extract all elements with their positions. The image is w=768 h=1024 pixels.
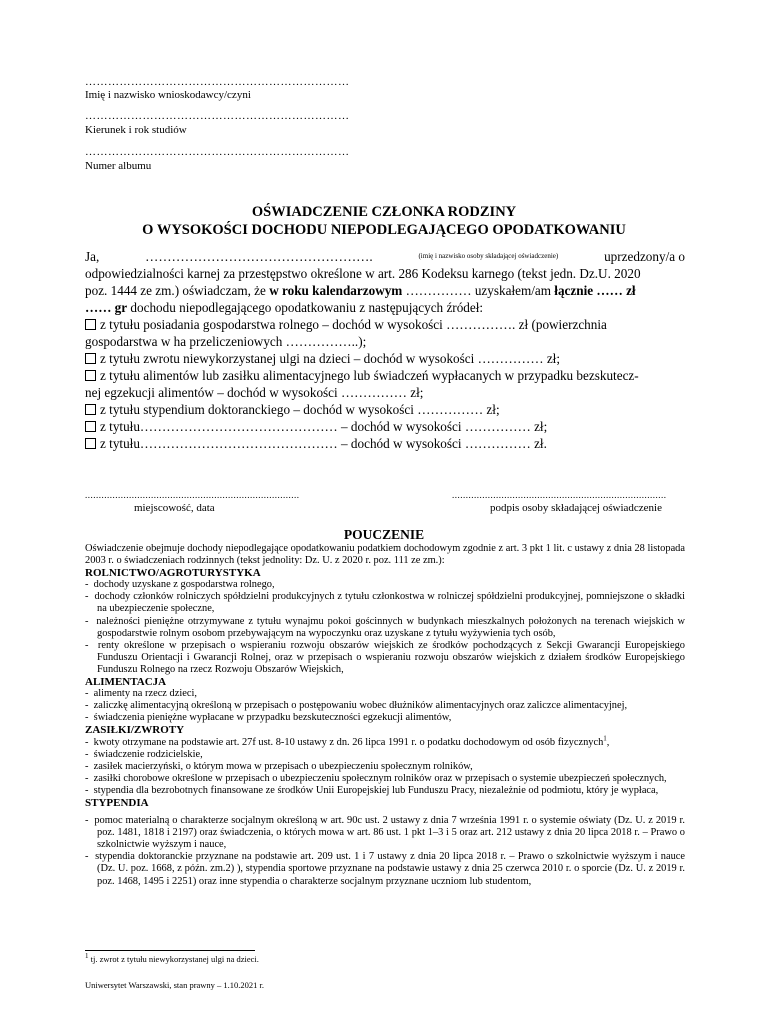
- income-item-text: z tytułu alimentów lub zasiłku alimentacyjnego lub świadczeń wypłacanych w przypadku bezskutecz-: [100, 368, 639, 383]
- statement-l3-text2: …………… uzyskałem/am: [402, 283, 555, 298]
- place-date-dots: ..............................................................................: [85, 490, 300, 500]
- document-title-line2: O WYSOKOŚCI DOCHODU NIEPODLEGAJĄCEGO OPODATKOWANIU: [142, 222, 626, 238]
- pouczenie-block: [85, 543, 685, 888]
- checkbox-alimony[interactable]: [85, 370, 96, 381]
- income-item-text: z tytułu stypendium doktoranckiego – dochód w wysokości …………… zł;: [100, 402, 500, 417]
- list-item-text: zasiłki chorobowe określone w przepisach o ubezpieczeniu społecznym rolników oraz w przepisach o systemie ubezpieczeń społecznych,: [93, 772, 667, 784]
- list-item: - zaliczkę alimentacyjną określoną w przepisach o postępowaniu wobec dłużników alimentacyjnych oraz zaliczce alimentacyjnej,: [85, 700, 628, 712]
- list-item-text: należności pieniężne otrzymywane z tytułu wynajmu pokoi gościnnych w budynkach mieszkalnych położonych na terenach wiejskich w gospodarstwie rolnym osobom przebywającym na wypoczynku oraz uzyskane z tytułu wyżywienia tych osób,: [96, 615, 686, 639]
- album-dots: ……………………………………………………………: [85, 146, 350, 158]
- name-dots: ……………………………………………………………: [85, 76, 350, 88]
- statement-name-dots: …………………………………………….: [145, 249, 373, 264]
- list-item-text: pomoc materialną o charakterze socjalnym określoną w art. 90c ust. 2 ustawy z dnia 7 września 1991 r. o systemie oświaty (Dz. U. z 2019 r. poz. 1481, 1818 i 2197) oraz świadczenia, o których mowa w art. 86 ust. 1 pkt 1–3 i 5 oraz art. 212 ustawy z dnia 20 lipca 2018 r. – Prawo o szkolnictwie wyższym i nauce,: [94, 815, 686, 851]
- list-item-text: stypendia doktoranckie przyznane na podstawie art. 209 ust. 1 i 7 ustawy z dnia 20 lipca 2018 r. – Prawo o szkolnictwie wyższym i nauce (Dz. U. poz. 1668, z późn. zm.2) ), stypendia sportowe przyznane na podstawie ustawy z dnia 25 czerwca 2010 r. o sporcie (Dz. U. z 2019 r. poz. 1468, 1495 i 2251) oraz inne stypendia o charakterze socjalnym przyznane uczniom lub studentom,: [95, 851, 686, 887]
- pouczenie-title: POUCZENIE: [343, 527, 425, 542]
- list-item-text: kwoty otrzymane na podstawie art. 27f ust. 8-10 ustawy z dn. 26 lipca 1991 r. o podatku dochodowym od osób fizycznych: [93, 736, 604, 748]
- list-item-text: alimenty na rzecz dzieci,: [93, 688, 197, 700]
- statement-block: [85, 248, 685, 452]
- list-item: - świadczenie rodzicielskie,: [85, 748, 203, 760]
- section-heading-scholarships: STYPENDIA: [85, 796, 149, 809]
- list-item: - alimenty na rzecz dzieci,: [85, 688, 197, 700]
- income-item-doctoral: [85, 401, 685, 418]
- footnote-mark: 1: [85, 952, 89, 961]
- income-item-alimony-cont: [85, 384, 685, 401]
- statement-l3-text: poz. 1444 ze zm.) oświadczam, że: [85, 283, 270, 298]
- income-item-text: z tytułu……………………………………… – dochód w wysokości …………… zł.: [100, 436, 547, 451]
- income-item-farm-cont: [85, 333, 685, 350]
- footnote-ref[interactable]: 1: [603, 734, 607, 743]
- income-item-text: gospodarstwa w ha przeliczeniowych ……………..);: [85, 334, 367, 349]
- statement-l4-text: dochodu niepodlegającego opodatkowaniu z następujących źródeł:: [127, 300, 484, 315]
- statement-line-1: [85, 248, 685, 265]
- statement-name-hint: (imię i nazwisko osoby składającej oświadczenie): [418, 252, 559, 260]
- list-item-text: stypendia dla bezrobotnych finansowane ze środków Unii Europejskiej lub Funduszu Pracy, niezależnie od podmiotu, który je wypłaca,: [93, 784, 659, 796]
- list-item: - stypendia doktoranckie przyznane na podstawie art. 209 ust. 1 i 7 ustawy z dnia 20 lipca 2018 r. – Prawo o szkolnictwie wyższym i nauce (Dz. U. poz. 1668, z późn. zm.2) ), stypendia sportowe przyznane na podstawie ustawy z dnia 25 czerwca 2010 r. o sporcie (Dz. U. z 2019 r. poz. 1468, 1495 i 2251) oraz inne stypendia o charakterze socjalnym przyznane uczniom lub studentom,: [85, 851, 686, 887]
- section-heading-agri: ROLNICTWO/AGROTURYSTYKA: [85, 567, 261, 580]
- place-date-label: miejscowość, data: [134, 502, 215, 514]
- list-item: - dochody uzyskane z gospodarstwa rolnego,: [85, 579, 275, 591]
- list-item-text: zaliczkę alimentacyjną określoną w przepisach o postępowaniu wobec dłużników alimentacyjnych oraz zaliczce alimentacyjnej,: [93, 700, 628, 712]
- income-item-text: z tytułu zwrotu niewykorzystanej ulgi na dzieci – dochód w wysokości …………… zł;: [100, 351, 561, 366]
- list-item-text: świadczenia pieniężne wypłacane w przypadku bezskuteczności egzekucji alimentów,: [93, 712, 452, 724]
- income-item-text: z tytułu posiadania gospodarstwa rolnego – dochód w wysokości ……………. zł (powierzchnia: [100, 317, 607, 332]
- checkbox-tax-relief[interactable]: [85, 353, 96, 364]
- course-label: Kierunek i rok studiów: [85, 124, 187, 136]
- income-item-text: z tytułu……………………………………… – dochód w wysokości …………… zł;: [100, 419, 548, 434]
- list-item: - renty określone w przepisach o wspieraniu rozwoju obszarów wiejskich ze środków pochodzących z Sekcji Gwarancji Europejskiego Funduszu Orientacji i Gwarancji Rolnej, oraz w przepisach o wspieraniu rozwoju obszarów wiejskich z działem środków Europejskiego Funduszu Rolnego na rzecz Rozwoju Obszarów Wiejskich,: [85, 639, 685, 675]
- statement-gr-label: …… gr: [85, 300, 128, 315]
- list-item: - dochody członków rolniczych spółdzielni produkcyjnych z tytułu członkostwa w rolniczej spółdzielni produkcyjnej, pomniejszone o składki na ubezpieczenie społeczne,: [85, 591, 685, 615]
- list-item-text: dochody członków rolniczych spółdzielni produkcyjnych z tytułu członkostwa w rolniczej spółdzielni produkcyjnej, pomniejszone o składki na ubezpieczenie społeczne,: [94, 591, 685, 615]
- footer-text: Uniwersytet Warszawski, stan prawny – 1.10.2021 r.: [85, 980, 265, 990]
- list-item-text: świadczenie rodzicielskie,: [93, 748, 203, 760]
- list-item: - zasiłki chorobowe określone w przepisach o ubezpieczeniu społecznym rolników oraz w przepisach o systemie ubezpieczeń społecznych,: [85, 772, 667, 784]
- list-item: - stypendia dla bezrobotnych finansowane ze środków Unii Europejskiej lub Funduszu Pracy, niezależnie od podmiotu, który je wypłaca,: [85, 784, 659, 796]
- document-title-line1: OŚWIADCZENIE CZŁONKA RODZINY: [251, 204, 517, 220]
- footnote-separator: [85, 950, 255, 951]
- pouczenie-intro: Oświadczenie obejmuje dochody niepodlegające opodatkowaniu podatkiem dochodowym zgodnie z art. 3 pkt 1 lit. c ustawy z dnia 28 listopada 2003 r. o świadczeniach rodzinnych (tekst jednolity: Dz. U. z 2020 r. poz. 111 ze zm.):: [85, 543, 685, 567]
- list-item-text: zasiłek macierzyński, o którym mowa w przepisach o ubezpieczeniu społecznym rolników,: [93, 760, 473, 772]
- list-item-text: dochody uzyskane z gospodarstwa rolnego,: [93, 579, 275, 591]
- footnote-text: tj. zwrot z tytułu niewykorzystanej ulgi na dzieci.: [90, 954, 259, 964]
- section-heading-alimony: ALIMENTACJA: [85, 676, 167, 689]
- list-item: - kwoty otrzymane na podstawie art. 27f ust. 8-10 ustawy z dn. 26 lipca 1991 r. o podatku dochodowym od osób fizycznych$^1$,: [85, 734, 610, 748]
- statement-ja: Ja,: [85, 249, 100, 264]
- signature-label: podpis osoby składającej oświadczenie: [490, 502, 662, 514]
- checkbox-other-1[interactable]: [85, 421, 96, 432]
- list-item: - należności pieniężne otrzymywane z tytułu wynajmu pokoi gościnnych w budynkach mieszkalnych położonych na terenach wiejskich w gospodarstwie rolnym osobom przebywającym na wypoczynku oraz uzyskane z tytułu wyżywienia tych osób,: [85, 615, 686, 639]
- income-item-tax-relief: [85, 350, 685, 367]
- list-item: - pomoc materialną o charakterze socjalnym określoną w art. 90c ust. 2 ustawy z dnia 7 września 1991 r. o systemie oświaty (Dz. U. z 2019 r. poz. 1481, 1818 i 2197) oraz świadczenia, o których mowa w art. 86 ust. 1 pkt 1–3 i 5 oraz art. 212 ustawy z dnia 20 lipca 2018 r. – Prawo o szkolnictwie wyższym i nauce,: [85, 815, 686, 851]
- statement-year-label: w roku kalendarzowym: [269, 283, 403, 298]
- course-dots: ……………………………………………………………: [85, 110, 350, 122]
- list-item: - świadczenia pieniężne wypłacane w przypadku bezskuteczności egzekucji alimentów,: [85, 712, 452, 724]
- statement-total-label: łącznie …… zł: [554, 283, 636, 298]
- checkbox-other-2[interactable]: [85, 438, 96, 449]
- signature-dots: ..............................................................................: [452, 490, 667, 500]
- statement-line-3: [85, 282, 685, 299]
- income-item-other-2: [85, 435, 685, 452]
- income-item-text: nej egzekucji alimentów – dochód w wysokości …………… zł;: [85, 385, 424, 400]
- checkbox-farm[interactable]: [85, 319, 96, 330]
- footnote: [85, 954, 259, 964]
- income-item-alimony: [85, 367, 685, 384]
- list-item-text: renty określone w przepisach o wspieraniu rozwoju obszarów wiejskich ze środków pochodzących z Sekcji Gwarancji Europejskiego Funduszu Orientacji i Gwarancji Rolnej, oraz w przepisach o wspieraniu rozwoju obszarów wiejskich z działem środków Europejskiego Funduszu Rolnego na rzecz Rozwoju Obszarów Wiejskich,: [97, 639, 685, 675]
- album-label: Numer albumu: [85, 160, 152, 172]
- checkbox-doctoral[interactable]: [85, 404, 96, 415]
- name-label: Imię i nazwisko wnioskodawcy/czyni: [85, 89, 251, 101]
- section-heading-benefits: ZASIŁKI/ZWROTY: [85, 724, 185, 737]
- list-item: - zasiłek macierzyński, o którym mowa w przepisach o ubezpieczeniu społecznym rolników,: [85, 760, 473, 772]
- income-item-farm: [85, 316, 685, 333]
- income-item-other-1: [85, 418, 685, 435]
- statement-line-2: odpowiedzialności karnej za przestępstwo określone w art. 286 Kodeksu karnego (tekst jedn. Dz.U. 2020: [85, 266, 641, 281]
- statement-line-4: [85, 299, 685, 316]
- statement-warned: uprzedzony/a o: [604, 249, 685, 264]
